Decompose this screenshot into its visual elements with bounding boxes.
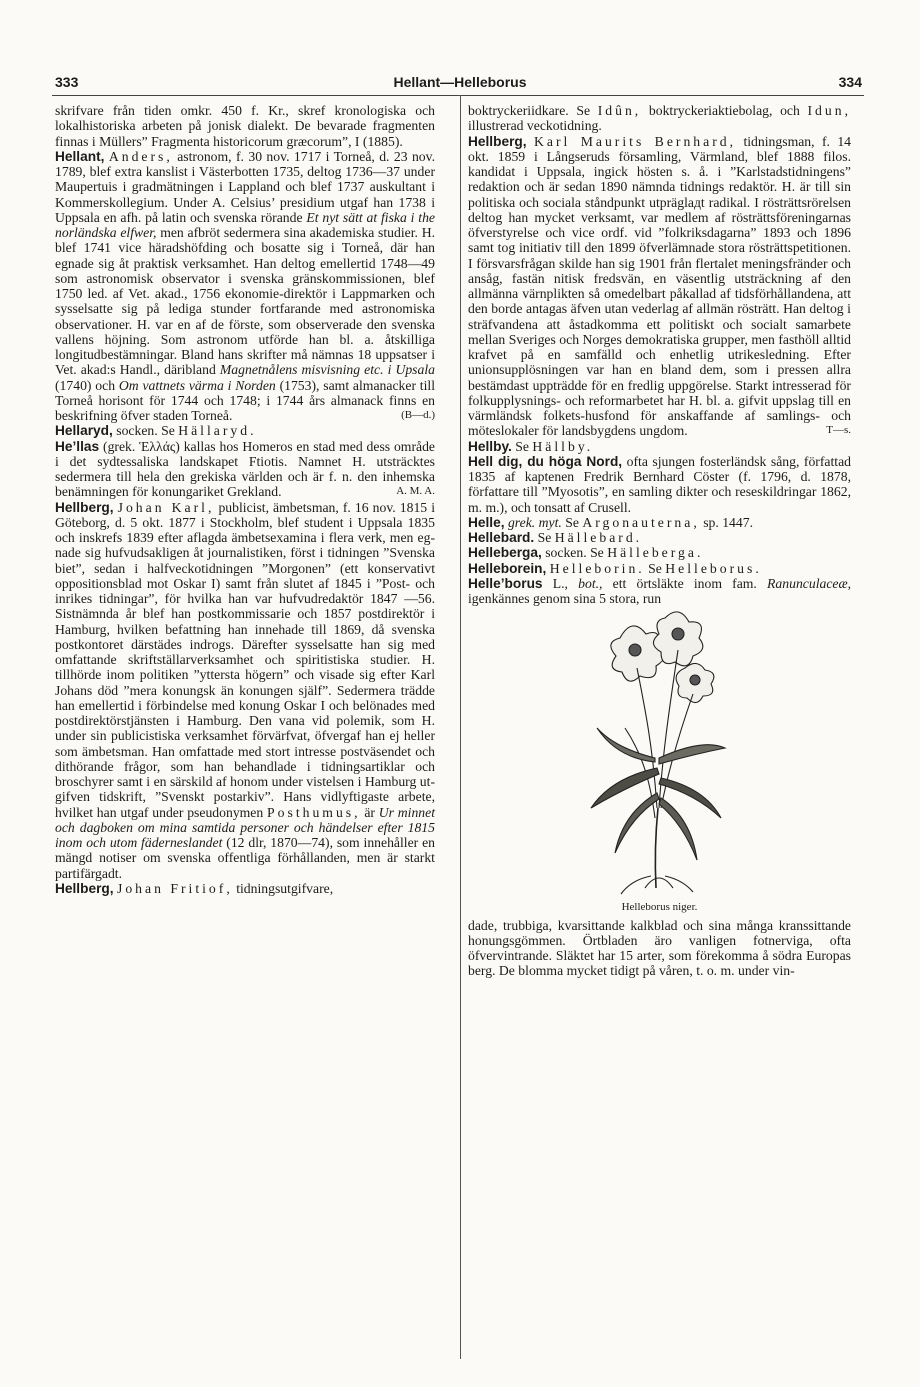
figure-caption: Helleborus niger.: [621, 901, 698, 914]
headword: Helle,: [468, 514, 505, 530]
entry-text: boktryckeriaktiebolag, och: [648, 103, 800, 118]
person-name: Johan Karl,: [117, 499, 215, 515]
family-name: Ranunculaceæ,: [767, 575, 852, 591]
page-number-left: 333: [55, 74, 79, 90]
synonym: Helleborin.: [549, 560, 645, 576]
person-name: Karl Maurits Bernhard,: [533, 133, 737, 149]
entry-hellas: [55, 439, 435, 500]
left-column: [55, 103, 435, 896]
entry-text: Se: [648, 560, 662, 576]
headword: He’llas: [55, 438, 100, 454]
entry-text: men afbröt sedermera sina akademiska studier. H. blef 1741 vice häradshöfding och bosatte sig i Torneå, där han egnade sig åt praktisk verksamhet. Han deltog emellertid 1748—49 som astronomisk observator i svenska gränskommissionen, blef 1750 led. af Vet. akad., 1756 ekonomie-direktör i Lappmarken och sysselsatte sig på lediga stunder fortfarande med astronomiska observationer. H. var en af de förste, som observerade den svenska vallens höjning. Som astronom utförde han bl. a. åtskilliga longitudbestämningar. Bland hans skrifter må nämnas 18 uppsatser i Vet. akad:s Handl., däribland: [55, 225, 435, 378]
entry-hellant: [55, 149, 435, 424]
entry-text: Se: [515, 438, 529, 454]
right-column: [468, 103, 851, 979]
entry-text: ett örtsläkte inom fam.: [612, 575, 757, 591]
cross-reference: Hälleberga.: [607, 545, 704, 561]
cross-reference: Hällebard.: [554, 530, 643, 545]
entry-helleberga: [468, 545, 851, 560]
subject-label: grek. myt.: [507, 514, 562, 530]
headword: Helleberga,: [468, 545, 542, 561]
author-signature: (B—d.): [401, 409, 435, 421]
work-title: Magnetnålens misvisning etc. i Upsala: [219, 362, 436, 378]
author-signature: T—s.: [826, 424, 851, 437]
entry-text: publicist, ämbetsman, f. 16 nov. 1815 i Göteborg, d. 5 okt. 1877 i Stockholm, blef student i Uppsala 1835 och inskrefs 1839 efter aflagda ämbetsexamina i flera verk, men egnade sig hufvudsakligen åt journalistiken, först i tidningen ”Svenska biet”, sedan i halfveckotidningen ”Morgonen” (ett konservativt oppositionsblad mot Oskar I) samt från slutet af 1845 i ”Post- och inrikes tidningar”, för hvilka han var hufvudredaktör 1847 —56. Sistnämnda år blef han postkommissarie och 1857 postdirektör i Hamburg, hvilken befattning han innehade till 1869, då svenska postkontoret därstädes indrogs. Därefter sysselsatte han sig med omfattande skriftställarverksamhet och spiritistiska studier. H. tillhörde inom politiken ”yttersta högern” och visade sig efter Karl Johans död ”mera konungsk än konungen själf”. Sedermera trädde han emellertid i förbindelse med konung Oskar I och belönades med postdirektörstjänsten i Hamburg. Den vana vid polemik, som H. under sin publicistiska verksamhet förvärfvat, öfvergaf han ej heller som ämbetsman. Han omfattade med stort intresse postväsendet och dithörande frågor, som han behandlade i tidningsartiklar och broschyrer samt i en särskild af honom under vistelsen i Hamburg utgifven tidskrift, ”Svenskt postarkiv”. Hans vidlyftigaste arbete, hvilket han utgaf under pseudonymen: [55, 499, 436, 820]
header-rule: [52, 95, 864, 96]
entry-text: illustrerad veckotidning.: [468, 118, 602, 134]
entry-text: socken. Se: [545, 545, 604, 561]
cross-reference: Hällaryd.: [178, 423, 257, 439]
headword: Hellaryd,: [55, 423, 113, 439]
headword: Hellby.: [468, 438, 512, 454]
work-title: Ur minnet och dagboken om mina samtida personer och händelser efter 1815 inom och utom fäderneslandet: [55, 804, 436, 850]
entry-continuation: [468, 103, 851, 134]
work-title: Om vattnets värma i Norden: [118, 377, 276, 393]
author-signature: A. M. A.: [396, 485, 435, 498]
entry-text: Se: [565, 514, 579, 530]
headword: Hellberg,: [55, 880, 114, 896]
entry-text: boktryckeriidkare. Se: [468, 103, 591, 118]
entry-continuation: skrifvare från tiden omkr. 450 f. Kr., skref kronologiska och lokalhistoriska arbeten på jonisk dialekt. De bevarade fragmenten finnas i Müllers” Fragmenta historicorum græcorum”, I (1885).: [55, 103, 435, 149]
entry-helle: [468, 515, 851, 530]
cross-reference: Helleborus.: [665, 560, 762, 576]
person-name: Anders,: [108, 148, 173, 164]
entry-hellberg-johan-fritiof: [55, 881, 435, 896]
entry-text: (1753), samt almanacker till Torneå horisont för 1744 och 1748; i 1744 års almanack finns en beskrifning öfver staden Torneå.: [55, 377, 436, 423]
running-head: Hellant—Helleborus: [393, 74, 527, 90]
entry-hellberg-karl: [468, 134, 851, 439]
headword: Helle’borus: [468, 575, 543, 591]
headword: Hell dig, du höga Nord,: [468, 453, 623, 469]
cross-reference: Idun,: [807, 103, 851, 118]
entry-text: tidningsman, f. 14 okt. 1859 i Långseruds församling, Värmland, blef 1888 filos. kandidat i Uppsala, ingick hösten s. å. i ”Karlstadstidningens” redaktion och är sedan 1890 nämnda tidnings redaktör. H. är till sin politiska och sociala ståndpunkt utpräglадt radikal. I rösträttsrörelsen deltog han mycket verksamt, var medlem af rösträttsföreningarnas öfverstyrelse och vice ordf. vid ”folkriksdagarna” 1893 och 1896 samt tog initiativ till den 1899 öfverlämnade stora rösträttspetitionen. I försvarsfrågan skilde han sig 1901 från flertalet meningsfränder och ansåg, fastän nitisk fredsvän, en väsentlig utsträckning af den allmänna värnplikten så omedelbart påkallad af tidsförhållandena, att den borde antagas äfven utan vederlag af allmän rösträtt. Han deltog i sträfvandena att åstadkomma ett politiskt och socialt samarbete mellan Sveriges och Norges demokratiska grupper, men fasthöll alltid krafvet på en samfälld och enhetlig utrikesledning. Efter unionsupplösningen var han en bland dem, som i pressen allra bestämdast uppträdde för en fredlig uppgörelse. Starkt intresserad för folkupplysnings- och reformarbetet har H. bl. a. gifvit uppslag till en värmländsk folkets-husfond för anskaffande af samlings- och möteslokaler för landsbygdens ungdom.: [468, 133, 852, 439]
entry-text: (grek. Ἑλλάς) kallas hos Homeros en stad med dess område i det sydtessaliska landskapet Ftiotis. Namnet H. utsträcktes sedermera till hela den grekiska världen och är f. n. den inhemska benämningen för konungariket Grekland.: [55, 438, 436, 500]
subject-label: bot.,: [578, 575, 603, 591]
helleborus-niger-illustration-icon: [585, 608, 735, 898]
entry-helleborein: [468, 561, 851, 576]
entry-hellaryd: [55, 423, 435, 438]
entry-text: ofta sjungen fosterländsk sång, författad 1835 af kaptenen Fredrik Bernhard Cöster (f. 1796, d. 1878, författare till ”Myosotis”, en samling dikter och reseskildringar 1862, m. m.), och tonsatt af Crusell.: [468, 453, 851, 515]
entry-hellby: [468, 439, 851, 454]
entry-text: astronom, f. 30 nov. 1717 i Torneå, d. 23 nov. 1789, blef extra kanslist i Västerbotten 1735, deltog 1736—37 under Maupertuis i gradmätningen i Lappland och blef 1737 auskultant i Kommerskollegium. Under A. Celsius’ presidium utgaf han 1738 i Uppsala en afh. på latin och svenska rörande: [55, 148, 436, 225]
pseudonym: Posthumus,: [267, 804, 361, 820]
headword: Helleborein,: [468, 560, 547, 576]
entry-text: (1740) och: [55, 377, 116, 393]
entry-text: igenkännes genom sina 5 stora, run: [468, 591, 662, 606]
headword: Hellberg,: [468, 133, 527, 149]
cross-reference: Idûn,: [597, 103, 642, 118]
headword: Hellant,: [55, 148, 105, 164]
entry-text: L.,: [552, 575, 568, 591]
figure: [468, 608, 851, 915]
entry-hellebard: [468, 530, 851, 545]
entry-text: socken. Se: [116, 423, 175, 439]
entry-text: Se: [537, 530, 552, 545]
entry-helleborus: [468, 576, 851, 607]
entry-helleborus-continued: dade, trubbiga, kvarsittande kalkblad och sina många kranssittande honungsgömmen. Örtbladen äro vanligen fotnerviga, ofta öfvervintrande. Släktet har 15 arter, som förekomma å södra Europas berg. De blomma mycket tidigt på våren, t. o. m. under vin-: [468, 917, 851, 979]
entry-text: är: [364, 804, 375, 820]
cross-reference: Argonauterna,: [582, 514, 700, 530]
entry-hell-dig: [468, 454, 851, 515]
column-divider: [460, 95, 461, 1359]
entry-text: tidningsutgifvare,: [236, 880, 334, 896]
work-title: Et nyt sätt at fiska i the norländska elfwer,: [55, 209, 436, 240]
headword: Hellberg,: [55, 499, 114, 515]
headword: Hellebard.: [468, 530, 535, 545]
page-number-right: 334: [838, 74, 862, 90]
entry-hellberg-johan-karl: [55, 500, 435, 881]
person-name: Johan Fritiof,: [117, 880, 233, 896]
entry-text: (12 dlr, 1870—74), som innehåller en mängd notiser om svenska offentliga förhållanden, men är starkt partifärgadt.: [55, 835, 436, 881]
cross-reference: Hällby.: [532, 438, 594, 454]
entry-text: sp. 1447.: [703, 514, 753, 530]
